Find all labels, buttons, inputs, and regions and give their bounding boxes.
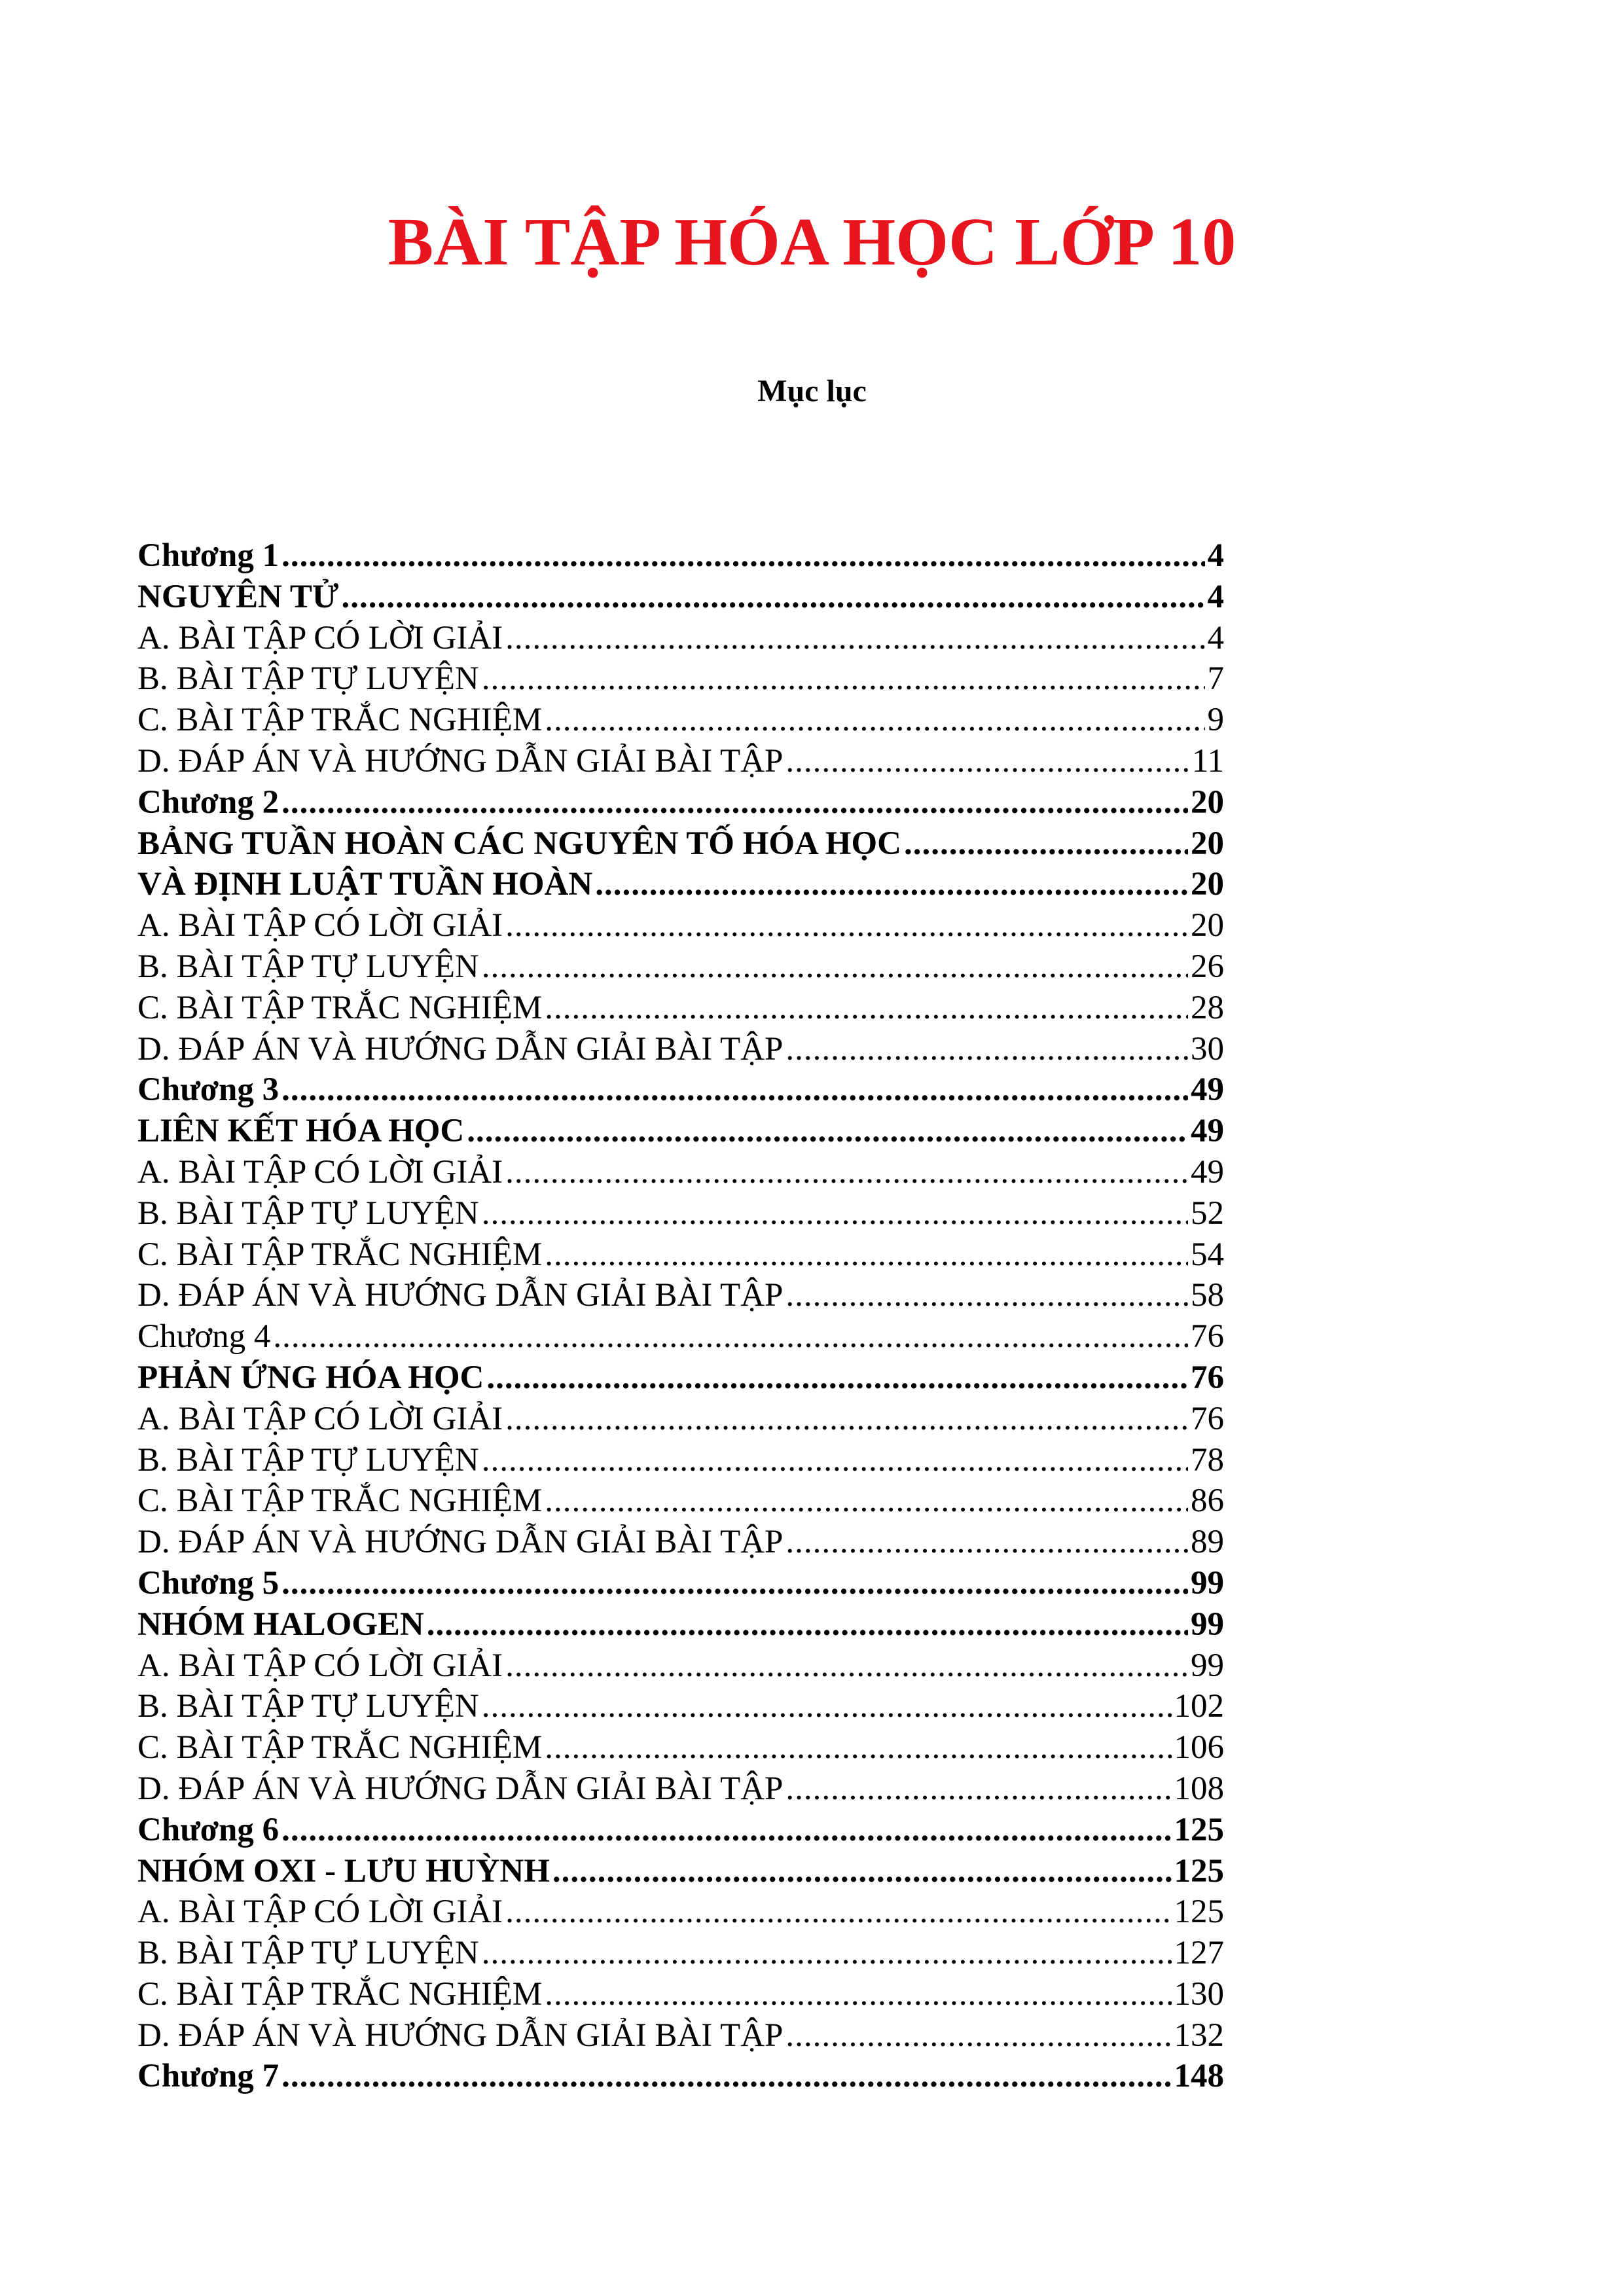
toc-dot-leader <box>482 658 1205 700</box>
toc-entry-page-number: 106 <box>1174 1729 1224 1767</box>
toc-entry-page-number: 132 <box>1174 2017 1224 2054</box>
toc-entry-label: A. BÀI TẬP CÓ LỜI GIẢI <box>137 1893 503 1931</box>
toc-dot-leader <box>505 1152 1188 1193</box>
toc-entry-label: BẢNG TUẦN HOÀN CÁC NGUYÊN TỐ HÓA HỌC <box>137 825 901 862</box>
toc-entry[interactable] <box>137 1933 1224 1974</box>
toc-dot-leader <box>904 823 1188 865</box>
toc-entry-label: NHÓM OXI - LƯU HUỲNH <box>137 1852 550 1890</box>
toc-entry-page-number: 76 <box>1191 1318 1224 1355</box>
toc-entry[interactable] <box>137 1686 1224 1727</box>
toc-entry[interactable] <box>137 1604 1224 1645</box>
toc-entry-page-number: 4 <box>1207 537 1224 574</box>
toc-entry-label: B. BÀI TẬP TỰ LUYỆN <box>137 1194 479 1232</box>
toc-entry[interactable] <box>137 1234 1224 1276</box>
toc-entry-page-number: 99 <box>1191 1647 1224 1684</box>
toc-dot-leader <box>595 864 1188 905</box>
toc-entry-label: A. BÀI TẬP CÓ LỜI GIẢI <box>137 907 503 944</box>
toc-entry-page-number: 7 <box>1207 660 1224 698</box>
toc-dot-leader <box>545 1974 1171 2015</box>
toc-dot-leader <box>545 1234 1188 1276</box>
toc-dot-leader <box>281 1069 1188 1111</box>
toc-entry-label: C. BÀI TẬP TRẮC NGHIỆM <box>137 1975 543 2013</box>
toc-entry-page-number: 89 <box>1191 1524 1224 1561</box>
toc-entry-label: B. BÀI TẬP TỰ LUYỆN <box>137 948 479 985</box>
toc-entry-page-number: 125 <box>1174 1811 1224 1848</box>
toc-entry-label: C. BÀI TẬP TRẮC NGHIỆM <box>137 1482 543 1520</box>
toc-entry-page-number: 130 <box>1174 1975 1224 2013</box>
toc-entry-page-number: 26 <box>1191 948 1224 985</box>
toc-entry-page-number: 148 <box>1174 2058 1224 2095</box>
toc-entry-label: Chương 1 <box>137 537 280 574</box>
toc-entry[interactable] <box>137 2056 1224 2097</box>
toc-entry-label: NHÓM HALOGEN <box>137 1605 424 1643</box>
toc-entry-label: Chương 3 <box>137 1071 280 1109</box>
toc-entry[interactable] <box>137 577 1224 618</box>
toc-entry-label: Chương 7 <box>137 2058 280 2095</box>
toc-entry-label: C. BÀI TẬP TRẮC NGHIỆM <box>137 1729 543 1767</box>
toc-entry-page-number: 4 <box>1207 578 1224 615</box>
toc-entry[interactable] <box>137 1399 1224 1440</box>
toc-dot-leader <box>482 1933 1172 1974</box>
toc-entry-page-number: 49 <box>1191 1071 1224 1109</box>
toc-entry[interactable] <box>137 1029 1224 1070</box>
toc-entry[interactable] <box>137 1851 1224 1892</box>
toc-dot-leader <box>785 1275 1188 1316</box>
toc-dot-leader <box>785 1768 1171 1810</box>
toc-entry-page-number: 28 <box>1191 989 1224 1026</box>
document-title: BÀI TẬP HÓA HỌC LỚP 10 <box>388 204 1236 279</box>
toc-dot-leader <box>545 1480 1188 1522</box>
toc-entry-label: C. BÀI TẬP TRẮC NGHIỆM <box>137 1236 543 1273</box>
toc-entry-label: Chương 4 <box>137 1318 271 1355</box>
toc-entry-page-number: 30 <box>1191 1030 1224 1067</box>
toc-entry[interactable] <box>137 618 1224 659</box>
toc-entry[interactable] <box>137 946 1224 988</box>
toc-entry[interactable] <box>137 782 1224 823</box>
toc-entry-page-number: 58 <box>1191 1277 1224 1314</box>
toc-entry[interactable] <box>137 1522 1224 1563</box>
toc-entry[interactable] <box>137 864 1224 905</box>
toc-entry[interactable] <box>137 1892 1224 1933</box>
toc-entry[interactable] <box>137 905 1224 946</box>
toc-entry-page-number: 76 <box>1191 1400 1224 1437</box>
toc-dot-leader <box>505 905 1188 946</box>
toc-entry[interactable] <box>137 1069 1224 1111</box>
toc-dot-leader <box>482 1193 1188 1234</box>
toc-entry-page-number: 86 <box>1191 1482 1224 1520</box>
toc-entry[interactable] <box>137 535 1224 577</box>
toc-entry-label: D. ĐÁP ÁN VÀ HƯỚNG DẪN GIẢI BÀI TẬP <box>137 2017 784 2054</box>
toc-dot-leader <box>427 1604 1188 1645</box>
toc-entry-page-number: 20 <box>1191 783 1224 821</box>
toc-entry-label: NGUYÊN TỬ <box>137 578 339 615</box>
toc-entry[interactable] <box>137 1111 1224 1152</box>
toc-dot-leader <box>482 1440 1188 1481</box>
toc-entry[interactable] <box>137 1727 1224 1768</box>
toc-entry-page-number: 127 <box>1174 1935 1224 1972</box>
toc-entry[interactable] <box>137 1563 1224 1604</box>
toc-entry[interactable] <box>137 1193 1224 1234</box>
toc-entry-label: Chương 2 <box>137 783 280 821</box>
toc-entry-page-number: 9 <box>1207 702 1224 739</box>
toc-entry-label: A. BÀI TẬP CÓ LỜI GIẢI <box>137 1647 503 1684</box>
toc-entry-label: PHẢN ỨNG HÓA HỌC <box>137 1359 484 1396</box>
toc-entry-page-number: 11 <box>1191 742 1224 780</box>
toc-entry[interactable] <box>137 988 1224 1029</box>
toc-dot-leader <box>785 741 1189 782</box>
toc-entry-label: LIÊN KẾT HÓA HỌC <box>137 1113 465 1150</box>
toc-dot-leader <box>482 946 1188 988</box>
toc-entry-page-number: 125 <box>1174 1893 1224 1931</box>
toc-entry-page-number: 20 <box>1191 825 1224 862</box>
toc-entry-label: B. BÀI TẬP TỰ LUYỆN <box>137 1688 479 1725</box>
toc-dot-leader <box>545 700 1204 741</box>
toc-dot-leader <box>281 535 1204 577</box>
toc-entry-label: D. ĐÁP ÁN VÀ HƯỚNG DẪN GIẢI BÀI TẬP <box>137 1524 784 1561</box>
toc-dot-leader <box>785 1029 1188 1070</box>
toc-dot-leader <box>505 1399 1188 1440</box>
toc-dot-leader <box>281 1810 1171 1851</box>
toc-entry-page-number: 20 <box>1191 866 1224 903</box>
toc-entry[interactable] <box>137 1440 1224 1481</box>
toc-entry[interactable] <box>137 1152 1224 1193</box>
toc-entry-page-number: 4 <box>1207 619 1224 656</box>
toc-entry-label: D. ĐÁP ÁN VÀ HƯỚNG DẪN GIẢI BÀI TẬP <box>137 1770 784 1807</box>
toc-entry[interactable] <box>137 741 1224 782</box>
toc-dot-leader <box>482 1686 1172 1727</box>
toc-dot-leader <box>273 1316 1188 1357</box>
toc-entry-page-number: 102 <box>1174 1688 1224 1725</box>
toc-entry-label: B. BÀI TẬP TỰ LUYỆN <box>137 1935 479 1972</box>
toc-entry-label: D. ĐÁP ÁN VÀ HƯỚNG DẪN GIẢI BÀI TẬP <box>137 742 784 780</box>
toc-dot-leader <box>785 1522 1188 1563</box>
toc-dot-leader <box>486 1357 1188 1399</box>
toc-entry[interactable] <box>137 2015 1224 2056</box>
toc-entry-page-number: 76 <box>1191 1359 1224 1396</box>
toc-entry-label: Chương 6 <box>137 1811 280 1848</box>
toc-entry-label: VÀ ĐỊNH LUẬT TUẦN HOÀN <box>137 866 593 903</box>
toc-dot-leader <box>785 2015 1171 2056</box>
toc-entry[interactable] <box>137 1768 1224 1810</box>
toc-entry[interactable] <box>137 1810 1224 1851</box>
toc-dot-leader <box>552 1851 1172 1892</box>
toc-entry[interactable] <box>137 1480 1224 1522</box>
toc-entry-page-number: 49 <box>1191 1113 1224 1150</box>
toc-dot-leader <box>545 988 1188 1029</box>
toc-entry[interactable] <box>137 1645 1224 1687</box>
toc-entry-label: C. BÀI TẬP TRẮC NGHIỆM <box>137 702 543 739</box>
toc-entry[interactable] <box>137 1974 1224 2015</box>
toc-entry[interactable] <box>137 823 1224 865</box>
toc-entry-label: D. ĐÁP ÁN VÀ HƯỚNG DẪN GIẢI BÀI TẬP <box>137 1030 784 1067</box>
toc-dot-leader <box>281 1563 1188 1604</box>
toc-entry-label: A. BÀI TẬP CÓ LỜI GIẢI <box>137 1153 503 1191</box>
toc-dot-leader <box>467 1111 1188 1152</box>
toc-entry[interactable] <box>137 1316 1224 1357</box>
toc-entry-label: C. BÀI TẬP TRẮC NGHIỆM <box>137 989 543 1026</box>
toc-dot-leader <box>505 618 1204 659</box>
toc-entry[interactable] <box>137 1275 1224 1316</box>
toc-dot-leader <box>281 782 1188 823</box>
toc-entry-page-number: 49 <box>1191 1153 1224 1191</box>
toc-entry-label: D. ĐÁP ÁN VÀ HƯỚNG DẪN GIẢI BÀI TẬP <box>137 1277 784 1314</box>
toc-entry-page-number: 20 <box>1191 907 1224 944</box>
toc-entry[interactable] <box>137 658 1224 700</box>
toc-dot-leader <box>341 577 1204 618</box>
toc-entry-label: A. BÀI TẬP CÓ LỜI GIẢI <box>137 1400 503 1437</box>
toc-heading: Mục lục <box>757 374 867 408</box>
toc-entry-label: A. BÀI TẬP CÓ LỜI GIẢI <box>137 619 503 656</box>
toc-entry[interactable] <box>137 1357 1224 1399</box>
toc-entry-page-number: 52 <box>1191 1194 1224 1232</box>
toc-entry-page-number: 108 <box>1174 1770 1224 1807</box>
table-of-contents <box>137 535 1224 2097</box>
toc-entry[interactable] <box>137 700 1224 741</box>
toc-dot-leader <box>505 1645 1188 1687</box>
toc-entry-page-number: 99 <box>1191 1564 1224 1602</box>
toc-entry-label: Chương 5 <box>137 1564 280 1602</box>
toc-dot-leader <box>505 1892 1171 1933</box>
toc-entry-page-number: 125 <box>1174 1852 1224 1890</box>
toc-dot-leader <box>545 1727 1171 1768</box>
toc-entry-label: B. BÀI TẬP TỰ LUYỆN <box>137 660 479 698</box>
toc-entry-page-number: 99 <box>1191 1605 1224 1643</box>
toc-entry-page-number: 54 <box>1191 1236 1224 1273</box>
toc-entry-label: B. BÀI TẬP TỰ LUYỆN <box>137 1441 479 1479</box>
toc-dot-leader <box>281 2056 1171 2097</box>
toc-entry-page-number: 78 <box>1191 1441 1224 1479</box>
